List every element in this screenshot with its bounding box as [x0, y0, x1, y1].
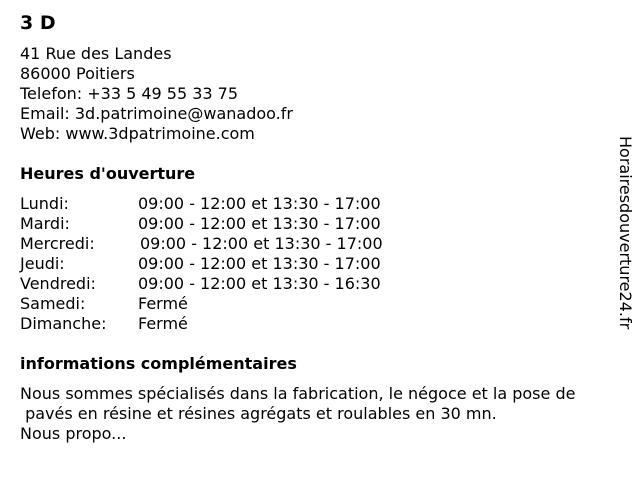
hours-day: Mardi: [20, 214, 70, 233]
hours-day: Mercredi: [20, 234, 95, 253]
hours-time: Fermé [138, 314, 188, 333]
hours-row-monday [20, 194, 620, 214]
hours-row-thursday [20, 254, 620, 274]
info-description: Nous sommes spécialisés dans la fabrication, le négoce et la pose de pavés en résine et résines agrégats et roulables en 30 mn. Nous propo... [20, 384, 576, 443]
business-name: 3 D [20, 12, 56, 34]
watermark-text: Horairesdouverture24.fr [616, 136, 635, 330]
hours-row-wednesday [20, 234, 620, 254]
hours-row-sunday [20, 314, 620, 334]
hours-row-tuesday [20, 214, 620, 234]
address-line-1: 41 Rue des Landes [20, 44, 172, 63]
hours-row-friday [20, 274, 620, 294]
hours-day: Vendredi: [20, 274, 96, 293]
hours-time: Fermé [138, 294, 188, 313]
hours-day: Samedi: [20, 294, 86, 313]
info-title: informations complémentaires [20, 354, 297, 373]
hours-day: Dimanche: [20, 314, 107, 333]
business-card [20, 10, 620, 444]
hours-time: 09:00 - 12:00 et 13:30 - 16:30 [138, 274, 381, 293]
hours-time: 09:00 - 12:00 et 13:30 - 17:00 [138, 214, 381, 233]
address-line-2: 86000 Poitiers [20, 64, 135, 83]
hours-time: 09:00 - 12:00 et 13:30 - 17:00 [140, 234, 383, 253]
hours-day: Jeudi: [20, 254, 65, 273]
web-line: Web: www.3dpatrimoine.com [20, 124, 255, 143]
hours-table [20, 194, 620, 334]
hours-day: Lundi: [20, 194, 69, 213]
hours-time: 09:00 - 12:00 et 13:30 - 17:00 [138, 194, 381, 213]
email-line: Email: 3d.patrimoine@wanadoo.fr [20, 104, 293, 123]
phone-line: Telefon: +33 5 49 55 33 75 [20, 84, 239, 103]
hours-row-saturday [20, 294, 620, 314]
hours-time: 09:00 - 12:00 et 13:30 - 17:00 [138, 254, 381, 273]
hours-title: Heures d'ouverture [20, 164, 196, 183]
